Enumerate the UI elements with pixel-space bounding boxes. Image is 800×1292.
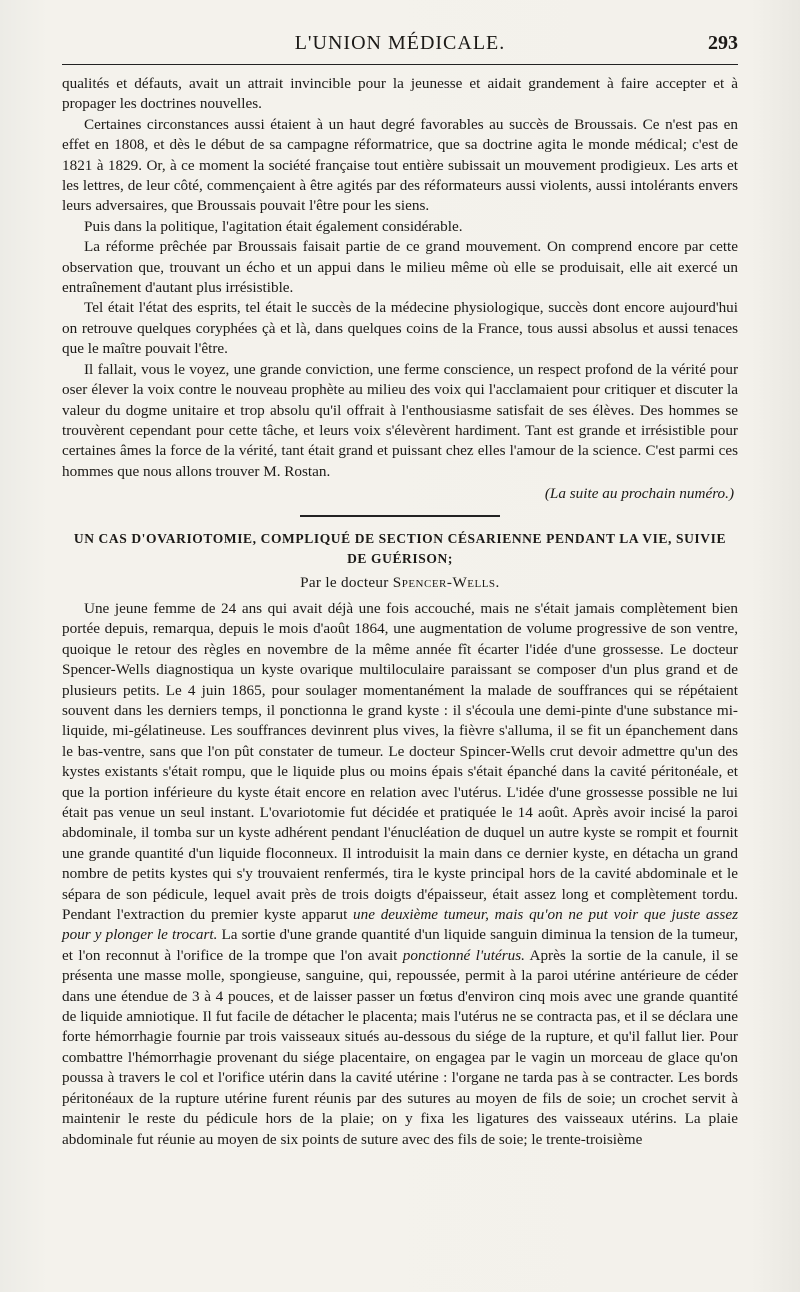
page-body <box>62 74 738 1150</box>
continuation-note: (La suite au prochain numéro.) <box>544 485 734 503</box>
previous-article-paragraph: La réforme prêchée par Broussais faisait partie de ce grand mouvement. On comprend encore par cette observation que, trouvant un écho et un appui dans le milieu même où elle se produisait, elle ait exercé un entraînement d'autant plus irrésistible. <box>62 238 738 297</box>
byline-author: Spencer-Wells. <box>392 573 500 591</box>
previous-article-paragraph: Il fallait, vous le voyez, une grande conviction, une ferme conscience, un respect profond de la vérité pour oser élever la voix contre le nouveau prophète au milieu des voix qui l'acclamaient pour critiquer et discuter la valeur du dogme unitaire et trop absolu qu'il offrait à l'enthousiasme satisfait de ses élèves. Des hommes se trouvèrent cependant pour cette tâche, et leurs voix s'élevèrent hardiment. Tant est grande et irrésistible pour certaines âmes la force de la vérité, tant était grand et puissant chez elles l'amour de la science. C'est parmi ces hommes que nous allons trouver M. Rostan. <box>62 360 738 480</box>
header-rule <box>62 64 738 65</box>
article-text: La sortie d'une grande quantité d'un liquide sanguin diminua la tension de la tumeur, et l'on reconnut à l'orifice de la trompe que l'on avait <box>62 926 738 964</box>
article-paragraph <box>62 599 738 1150</box>
article-text: Une jeune femme de 24 ans qui avait déjà une fois accouché, mais ne s'était jamais complètement bien portée depuis, remarqua, depuis le mois d'août 1864, une augmentation de volume progressive de son ventre, quoique le retour des règles en novembre de la même année fît écarter l'idée d'une grossesse. Le docteur Spencer-Wells diagnostiqua un kyste ovarique multiloculaire paraissant se composer d'un plus grand et de plusieurs petits. Le 4 juin 1865, pour soulager momentanément la malade de souffrances qui se répétaient souvent dans les derniers temps, il ponctionna le grand kyste : il s'écoula une demi-pinte d'une substance mi-liquide, mi-gélatineuse. Les souffrances devinrent plus vives, la fièvre s'alluma, il se fit un épanchement dans le bas-ventre, sans que l'on pût constater de tumeur. Le docteur Spincer-Wells crut devoir admettre qu'un des kystes existants s'était rompu, que le liquide plus ou moins épais s'était épanché dans la cavité péritonéale, et que la portion inférieure du kyste était encore en relation avec l'utérus. L'idée d'une grossesse possible ne lui était pas venue un seul instant. L'ovariotomie fut décidée et pratiquée le 14 août. Après avoir incisé la paroi abdominale, il tomba sur un kyste adhérent pendant l'énucléation de duquel un autre kyste se rompit et fournit une grande quantité d'un liquide floconneux. Il introduisit la main dans ce dernier kyste, en détacha un grand nombre de petits kystes qui s'y trouvaient renfermés, tira le kyste principal hors de la cavité abdominale et le sépara de son pédicule, lequel avait près de trois doigts d'épaisseur, était assez long et complètement tordu. Pendant l'extraction du premier kyste apparut <box>62 599 738 924</box>
article-title-line-1: UN CAS D'OVARIOTOMIE, COMPLIQUÉ DE SECTION CÉSARIENNE PENDANT LA VIE, SUIVIE <box>73 530 727 546</box>
article-byline <box>62 573 738 593</box>
article-title-line-2: DE GUÉRISON; <box>347 550 453 566</box>
previous-article-paragraph: Tel était l'état des esprits, tel était le succès de la médecine physiologique, succès dont encore aujourd'hui on retrouve quelques coryphées çà et là, dans quelques coins de la France, tous aussi absolus et aussi tenaces que le maître pouvait l'être. <box>62 299 738 358</box>
previous-article-paragraph: qualités et défauts, avait un attrait invincible pour la jeunesse et aidait grandement à faire accepter et à propager les doctrines nouvelles. <box>62 75 738 113</box>
previous-article-paragraph: Certaines circonstances aussi étaient à un haut degré favorables au succès de Broussais. Ce n'est pas en effet en 1808, et dès le début de sa campagne réformatrice, que sa doctrine agita le monde médical; c'est de 1821 à 1829. Or, à ce moment la société française tout entière subissait un mouvement prodigieux. Les arts et les lettres, de leur côté, commençaient à être agités par des réformateurs aussi violents, aussi intolérants envers leurs adversaires, que Broussais pouvait l'être pour les siens. <box>62 115 738 215</box>
page-header <box>62 30 738 66</box>
article-text: Après la sortie de la canule, il se présenta une masse molle, spongieuse, sanguine, qui, repoussée, permit à la paroi utérine antérieure de céder dans une étendue de 3 à 4 pouces, et de laisser passer un fœtus d'environ cinq mois avec une grande quantité de liquide amniotique. Il fut facile de détacher le placenta; mais l'utérus ne se contracta pas, et il se déclara une forte hémorrhagie fournie par trois vaisseaux situés au-dessous du siége de la rupture, et qu'il fallut lier. Pour combattre l'hémorrhagie provenant du siége placentaire, on engagea par le vagin un morceau de glace qu'on poussa à travers le col et l'orifice utérin dans la cavité utérine : l'organe ne tarda pas à se contracter. Les bords péritonéaux de la rupture utérine furent réunis par des sutures au moyen de fils de soie; un crochet servit à maintenir le reste du pédicule hors de la plaie; on y fixa les ligatures des vaisseaux utérins. La plaie abdominale fut réunie au moyen de six points de suture avec des fils de soie; le trente-troisième <box>62 946 739 1148</box>
article-title <box>62 529 738 569</box>
previous-article-paragraph: Puis dans la politique, l'agitation était également considérable. <box>84 217 463 235</box>
byline-prefix: Par le docteur <box>300 573 393 591</box>
article-emphasis: ponctionné l'utérus. <box>402 946 525 964</box>
running-head: L'UNION MÉDICALE. <box>294 32 506 54</box>
section-divider <box>300 515 500 517</box>
article-emphasis: une deuxième tumeur, mais qu'on ne put voir que juste assez pour y plonger le trocart. <box>62 906 738 944</box>
page-number: 293 <box>708 32 738 54</box>
